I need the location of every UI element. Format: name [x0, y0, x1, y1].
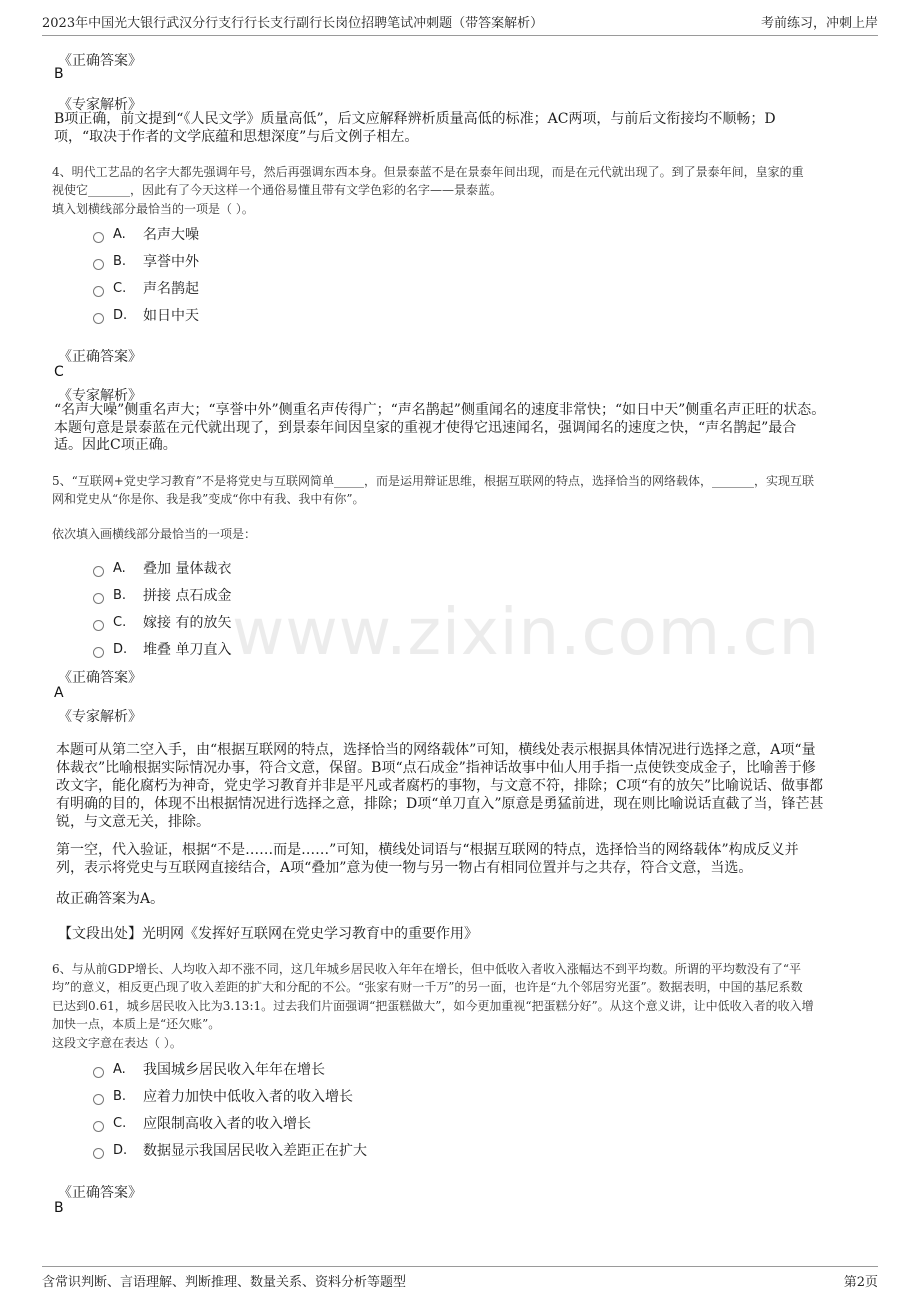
- q6-stem-line: 均”的意义，相反更凸现了收入差距的扩大和分配的不公。“张家有财一千万”的另一面，也许是“九个邻居穷光蛋”。数据表明，中国的基尼系数: [52, 980, 803, 995]
- option-letter: D.: [113, 641, 128, 657]
- radio-icon[interactable]: [93, 1094, 104, 1105]
- radio-icon[interactable]: [93, 566, 104, 577]
- q4-answer: C: [54, 364, 64, 380]
- q5-option-c[interactable]: [93, 612, 231, 632]
- q3-analysis-line: 项，“取决于作者的文学底蕴和思想深度”与后文例子相左。: [54, 128, 419, 145]
- q3-analysis-line: B项正确，前文提到“《人民文学》质量高低”，后文应解释辨析质量高低的标准；AC两项，与前后文衔接均不顺畅；D: [54, 111, 776, 127]
- header-divider: [42, 35, 878, 36]
- analysis-line: 改文字，能化腐朽为神奇，党史学习教育并非是平凡或者腐朽的事物，与文意不符，排除；C项“有的放矢”比喻说话、做事都: [56, 778, 824, 794]
- radio-icon[interactable]: [93, 1121, 104, 1132]
- q5-analysis-para-1: [56, 741, 824, 831]
- q5-stem-line: 5、“互联网+党史学习教育”不是将党史与互联网简单_____，而是运用辩证思维，根据互联网的特点，选择恰当的网络载体，_______，实现互联: [52, 474, 814, 488]
- analysis-line: 有明确的目的，体现不出根据情况进行选择之意，排除；D项“单刀直入”原意是勇猛前进，现在则比喻说话直截了当，锋芒甚: [56, 796, 824, 812]
- q5-source: 【文段出处】光明网《发挥好互联网在党史学习教育中的重要作用》: [58, 926, 478, 942]
- option-text: 应限制高收入者的收入增长: [143, 1116, 311, 1132]
- q4-analysis-line: 本题句意是景泰蓝在元代就出现了，到景泰年间因皇家的重视才使得它迅速闻名，强调闻名的速度之快，“声名鹊起”最合: [54, 419, 797, 436]
- option-letter: A.: [113, 226, 126, 242]
- option-letter: C.: [113, 280, 127, 296]
- q4-stem-line: 4、明代工艺品的名字大都先强调年号，然后再强调东西本身。但景泰蓝不是在景泰年间出现，而是在元代就出现了。到了景泰年间，皇家的重: [52, 165, 804, 179]
- option-text: 享誉中外: [143, 254, 199, 270]
- radio-icon[interactable]: [93, 313, 104, 324]
- option-text: 叠加 量体裁衣: [143, 561, 232, 577]
- q6-stem-line: 加快一点，本质上是“还欠账”。: [52, 1017, 221, 1032]
- radio-icon[interactable]: [93, 259, 104, 270]
- option-text: 声名鹊起: [143, 281, 199, 297]
- option-text: 堆叠 单刀直入: [143, 642, 232, 658]
- option-text: 名声大噪: [143, 227, 199, 243]
- radio-icon[interactable]: [93, 286, 104, 297]
- option-text: 数据显示我国居民收入差距正在扩大: [143, 1143, 367, 1159]
- q5-stem-line: 网和党史从“你是你、我是我”变成“你中有我、我中有你”。: [52, 492, 365, 507]
- q5-stem: [52, 472, 814, 509]
- q5-option-d[interactable]: [93, 639, 231, 659]
- option-letter: B.: [113, 587, 127, 603]
- footer-note: 含常识判断、言语理解、判断推理、数量关系、资料分析等题型: [42, 1275, 407, 1290]
- q5-option-b[interactable]: [93, 585, 231, 605]
- watermark: www.zixin.com.cn: [232, 596, 821, 670]
- analysis-line: 列，表示将党史与互联网直接结合，A项“叠加”意为使一物与另一物占有相同位置并与之共存，符合文意，当选。: [56, 860, 753, 876]
- q3-answer-label: 《正确答案》: [58, 53, 142, 69]
- option-letter: B.: [113, 1088, 127, 1104]
- q5-conclusion: 故正确答案为A。: [56, 891, 165, 907]
- header-slogan: 考前练习，冲刺上岸: [760, 16, 878, 31]
- q5-analysis-label: 《专家解析》: [58, 709, 142, 725]
- q4-analysis-line: 适。因此C项正确。: [54, 437, 177, 454]
- q6-stem-line: 这段文字意在表达（ ）。: [52, 1035, 182, 1050]
- q5-answer: A: [54, 685, 64, 701]
- analysis-line: 第一空，代入验证，根据“不是……而是……”可知，横线处词语与“根据互联网的特点，选择恰当的网络载体”构成反义并: [56, 842, 799, 858]
- option-text: 嫁接 有的放矢: [143, 615, 232, 631]
- radio-icon[interactable]: [93, 232, 104, 243]
- option-text: 如日中天: [143, 308, 199, 324]
- q5-answer-label: 《正确答案》: [58, 670, 142, 686]
- q4-answer-label: 《正确答案》: [58, 349, 142, 365]
- q5-prompt: 依次填入画横线部分最恰当的一项是：: [52, 527, 257, 541]
- q4-stem-line: 填入划横线部分最恰当的一项是（ ）。: [52, 201, 254, 216]
- footer-divider: [42, 1266, 878, 1267]
- document-title: 2023年中国光大银行武汉分行支行行长支行副行长岗位招聘笔试冲刺题（带答案解析）: [42, 16, 544, 31]
- radio-icon[interactable]: [93, 620, 104, 631]
- option-text: 我国城乡居民收入年年在增长: [143, 1062, 325, 1078]
- radio-icon[interactable]: [93, 1148, 104, 1159]
- option-letter: A.: [113, 1061, 126, 1077]
- q6-option-a[interactable]: [93, 1059, 325, 1079]
- page-number: 第2页: [843, 1275, 878, 1290]
- q4-analysis-label: 《专家解析》: [58, 388, 142, 404]
- q5-analysis-para-2: [56, 841, 799, 877]
- q4-option-c[interactable]: [93, 278, 199, 298]
- q3-analysis: [54, 111, 776, 146]
- q6-stem-line: 6、与从前GDP增长、人均收入却不涨不同，这几年城乡居民收入年年在增长，但中低收入者收入涨幅达不到平均数。所谓的平均数没有了“平: [52, 962, 802, 976]
- q6-answer-label: 《正确答案》: [58, 1185, 142, 1201]
- option-text: 应着力加快中低收入者的收入增长: [143, 1089, 353, 1105]
- q3-answer: B: [54, 66, 64, 82]
- option-text: 拼接 点石成金: [143, 588, 232, 604]
- q6-answer: B: [54, 1200, 64, 1216]
- option-letter: C.: [113, 614, 127, 630]
- q4-stem-line: 视使它_______，因此有了今天这样一个通俗易懂且带有文学色彩的名字——景泰蓝。: [52, 183, 503, 198]
- radio-icon[interactable]: [93, 647, 104, 658]
- q3-analysis-label: 《专家解析》: [58, 97, 142, 113]
- option-letter: A.: [113, 560, 126, 576]
- radio-icon[interactable]: [93, 593, 104, 604]
- radio-icon[interactable]: [93, 1067, 104, 1078]
- q4-option-d[interactable]: [93, 305, 199, 325]
- q6-option-b[interactable]: [93, 1086, 353, 1106]
- option-letter: D.: [113, 1142, 128, 1158]
- option-letter: B.: [113, 253, 127, 269]
- q4-option-a[interactable]: [93, 224, 199, 244]
- q6-option-d[interactable]: [93, 1140, 367, 1160]
- q6-option-c[interactable]: [93, 1113, 311, 1133]
- option-letter: C.: [113, 1115, 127, 1131]
- q4-analysis: [54, 402, 825, 455]
- q6-stem: [52, 960, 814, 1052]
- q4-stem: [52, 163, 804, 218]
- q4-option-b[interactable]: [93, 251, 199, 271]
- q5-option-a[interactable]: [93, 558, 231, 578]
- option-letter: D.: [113, 307, 128, 323]
- analysis-line: 体裁衣”比喻根据实际情况办事，符合文意，保留。B项“点石成金”指神话故事中仙人用手指一点使铁变成金子，比喻善于修: [56, 760, 816, 776]
- analysis-line: 本题可从第二空入手，由“根据互联网的特点，选择恰当的网络载体”可知，横线处表示根据具体情况进行选择之意，A项“量: [56, 742, 816, 758]
- analysis-line: 锐，与文意无关，排除。: [56, 814, 210, 830]
- q6-stem-line: 已达到0.61，城乡居民收入比为3.13:1。过去我们片面强调“把蛋糕做大”，如今更加重视“把蛋糕分好”。从这个意义讲，让中低收入者的收入增: [52, 998, 814, 1013]
- q4-analysis-line: “名声大噪”侧重名声大；“享誉中外”侧重名声传得广；“声名鹊起”侧重闻名的速度非常快；“如日中天”侧重名声正旺的状态。: [54, 402, 826, 418]
